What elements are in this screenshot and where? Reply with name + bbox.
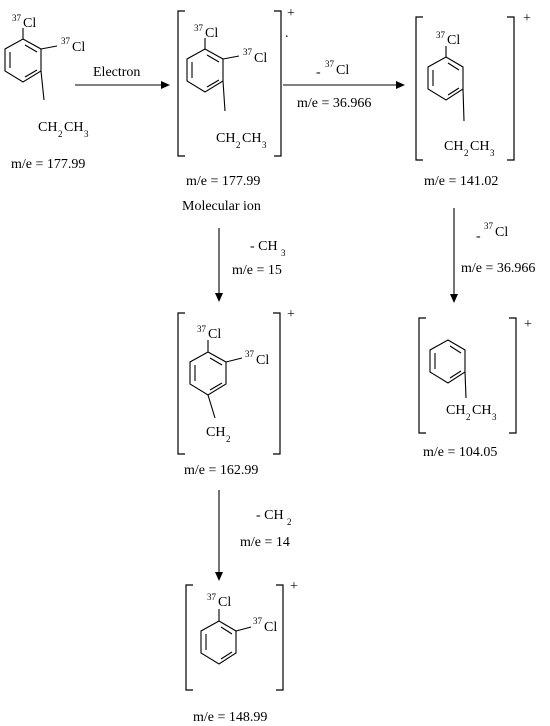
arrow-label: - CH xyxy=(250,239,278,254)
isotope-label: 37 xyxy=(61,36,70,46)
chloroethylbenzene-ion xyxy=(416,11,531,189)
isotope-label: 37 xyxy=(207,592,216,602)
chlorine-label: Cl xyxy=(205,26,219,41)
arrow-mz: m/e = 36.966 xyxy=(297,96,372,111)
isotope-label: 37 xyxy=(253,616,262,626)
arrow-label-prefix: - xyxy=(316,65,321,80)
isotope-label: 37 xyxy=(243,47,252,57)
electron-arrow xyxy=(75,65,170,89)
chlorine-label: Cl xyxy=(218,595,232,610)
isotope-label: 37 xyxy=(194,23,203,33)
substituent-sub: 3 xyxy=(490,148,495,158)
right-bracket xyxy=(509,318,516,433)
charge-sign: + xyxy=(287,6,295,21)
substituent-ch: CH xyxy=(242,131,262,146)
mz-value: m/e = 141.02 xyxy=(424,174,499,189)
arrow-label-sub: 2 xyxy=(287,517,292,527)
arrow-label: - CH xyxy=(256,508,284,523)
arrow-label-prefix: - xyxy=(476,229,481,244)
arrow-mz: m/e = 36.966 xyxy=(461,261,536,276)
substituent-ch: CH xyxy=(64,120,84,135)
chlorine-label: Cl xyxy=(447,33,461,48)
charge-sign: + xyxy=(290,579,298,594)
dichlorobenzyl-ion xyxy=(178,307,295,478)
right-bracket xyxy=(274,11,281,156)
chlorine-label: Cl xyxy=(72,40,86,55)
left-bracket xyxy=(419,318,426,433)
substituent-sub: 3 xyxy=(84,129,89,139)
isotope-label: 37 xyxy=(245,349,254,359)
mz-value: m/e = 104.05 xyxy=(423,445,498,460)
start-molecule xyxy=(5,13,89,172)
left-bracket xyxy=(186,585,193,690)
arrow-label-species: Cl xyxy=(495,225,509,240)
ion-caption: Molecular ion xyxy=(182,199,261,214)
charge-sign: + xyxy=(524,317,532,332)
substituent-sub: 3 xyxy=(492,412,497,422)
mz-value: m/e = 148.99 xyxy=(193,710,268,725)
substituent-sub: 2 xyxy=(226,434,231,444)
chlorine-label: Cl xyxy=(264,620,278,635)
substituent-ch: CH xyxy=(446,403,466,418)
arrow-label-species: Cl xyxy=(336,63,350,78)
chlorine-label: Cl xyxy=(254,51,268,66)
radical-dot: . xyxy=(285,26,289,41)
right-bracket xyxy=(507,17,514,160)
loss-ch3-arrow xyxy=(215,228,286,302)
arrow-mz: m/e = 15 xyxy=(232,263,282,278)
dichlorobenzene-ion xyxy=(186,579,298,725)
substituent-sub: 3 xyxy=(262,140,267,150)
isotope-label: 37 xyxy=(197,324,206,334)
substituent-ch: CH xyxy=(470,139,490,154)
left-bracket xyxy=(178,313,185,454)
left-bracket xyxy=(416,17,423,160)
loss-cl-arrow-2 xyxy=(450,208,535,303)
substituent-ch: CH xyxy=(444,139,464,154)
molecular-ion xyxy=(178,6,295,214)
right-bracket xyxy=(276,585,283,690)
left-bracket xyxy=(178,11,185,156)
substituent-sub: 2 xyxy=(464,148,469,158)
substituent-sub: 2 xyxy=(236,140,241,150)
arrow-label: Electron xyxy=(93,65,141,80)
substituent-ch: CH xyxy=(206,425,226,440)
loss-cl-arrow-1 xyxy=(283,59,405,111)
substituent-ch: CH xyxy=(38,120,58,135)
substituent-ch: CH xyxy=(472,403,492,418)
arrow-label-mass: 37 xyxy=(325,59,334,69)
isotope-label: 37 xyxy=(436,30,445,40)
arrow-label-mass: 37 xyxy=(484,221,493,231)
isotope-label: 37 xyxy=(12,13,21,23)
substituent-ch: CH xyxy=(216,131,236,146)
mz-value: m/e = 162.99 xyxy=(184,463,259,478)
mz-value: m/e = 177.99 xyxy=(186,174,261,189)
charge-sign: + xyxy=(523,11,531,26)
chlorine-label: Cl xyxy=(256,353,270,368)
charge-sign: + xyxy=(287,307,295,322)
ethylbenzene-ion xyxy=(419,317,532,460)
chlorine-label: Cl xyxy=(23,16,37,31)
mz-value: m/e = 177.99 xyxy=(11,157,86,172)
substituent-sub: 2 xyxy=(58,129,63,139)
loss-ch2-arrow xyxy=(215,490,292,581)
chlorine-label: Cl xyxy=(208,327,222,342)
arrow-mz: m/e = 14 xyxy=(240,535,290,550)
substituent-sub: 2 xyxy=(466,412,471,422)
right-bracket xyxy=(273,313,280,454)
arrow-label-sub: 3 xyxy=(281,248,286,258)
